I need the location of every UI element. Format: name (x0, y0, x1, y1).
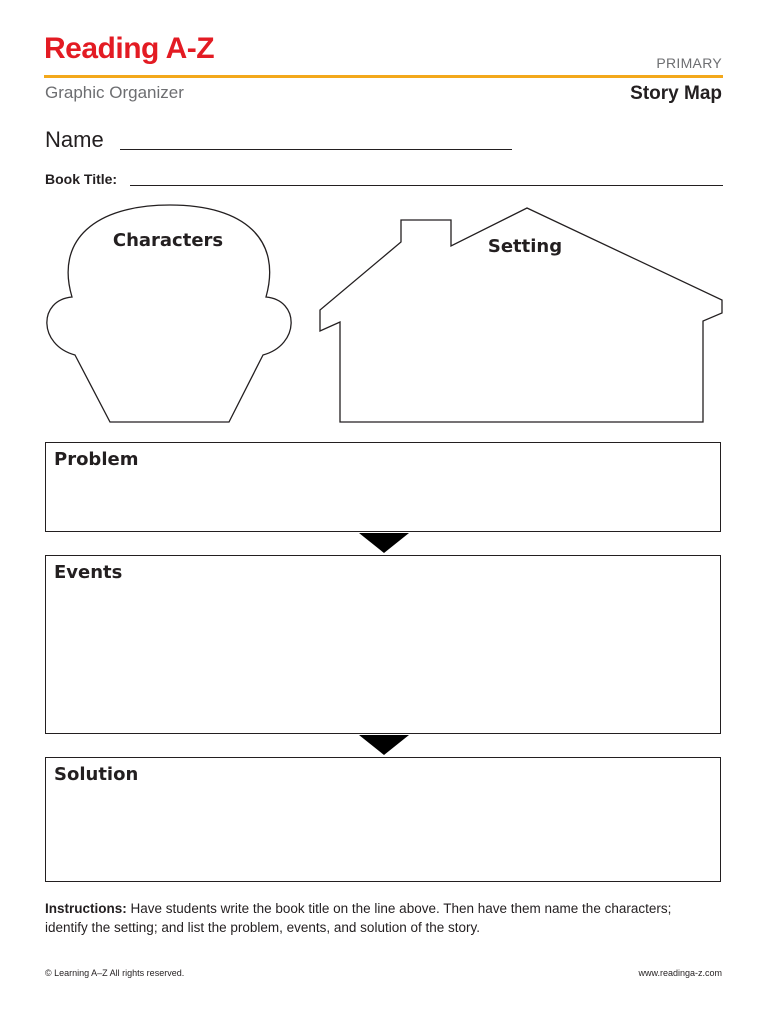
subtitle: Graphic Organizer (45, 83, 184, 102)
level-label: PRIMARY (656, 55, 722, 71)
website-url[interactable]: www.readinga-z.com (638, 968, 722, 978)
organizer-shapes (0, 0, 768, 440)
name-label: Name (45, 127, 104, 152)
solution-label: Solution (54, 764, 139, 785)
instructions-lead: Instructions: (45, 901, 127, 916)
reading-az-logo: Reading A-Z (44, 32, 215, 65)
instructions (45, 899, 705, 937)
solution-box[interactable] (45, 757, 721, 882)
copyright: © Learning A–Z All rights reserved. (45, 968, 185, 978)
page-title: Story Map (630, 83, 722, 104)
problem-label: Problem (54, 449, 139, 470)
characters-label: Characters (112, 230, 224, 251)
book-title-label: Book Title: (45, 171, 118, 187)
problem-box[interactable] (45, 442, 721, 532)
events-label: Events (54, 562, 123, 583)
setting-label: Setting (487, 236, 563, 257)
events-box[interactable] (45, 555, 721, 734)
instructions-text: Have students write the book title on the line above. Then have them name the characters; identify the setting; and list the problem, events, and solution of the story. (45, 901, 672, 935)
arrow-down-icon (359, 533, 409, 553)
arrow-down-icon (359, 735, 409, 755)
